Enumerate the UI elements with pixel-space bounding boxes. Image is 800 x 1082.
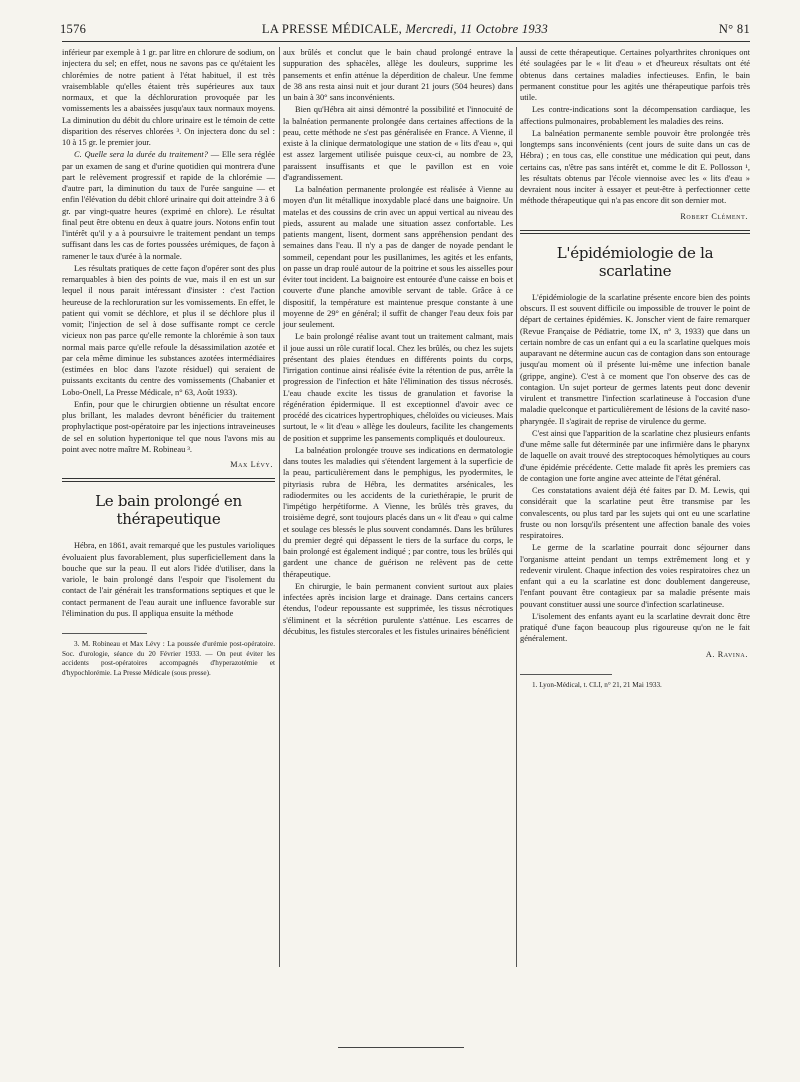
column-1 [62,47,275,679]
paragraph [62,149,275,262]
paragraph: La balnéation permanente semble pouvoir être prolongée très longtemps sans inconvénients (cent jours de suite dans un cas de Hébra) ; en tous cas, elle constitue une médication qui peut, dans certains cas, n'être pas sans intérêt et, comme le dit E. Pollosson ¹, les résultats obtenus par l'école viennoise avec les « lits d'eau » devraient nous inciter à essayer et peut-être à perfectionner cette méthode thérapeutique qui n'a pas encore dit son dernier mot. [520,128,750,206]
paragraph: La balnéation prolongée trouve ses indications en dermatologie dans toutes les maladies qui s'étendent largement à la superficie de la peau, particulièrement dans le pemphigus, les pyodermites, le pityriasis rubra de Hébra, les dermatites arsénicales, les radiodermites ou les accidents de la curiethérapie, le prurit de l'impétigo herpétiforme. A Vienne, les brûlés très graves, du troisième degré, sont toujours placés dans un « lit d'eau » qui calme et soulage ces blessés le plus souvent condamnés. Dans les brûlures du premier degré qui dépassent le tiers de la surface du corps, le bain prolongé est également indiqué ; par contre, tous les brûlés qui gardent une chance de guérison ne relèvent pas de cette thérapeutique. [283,445,513,579]
page-number: 1576 [60,22,87,36]
author-signature: A. Ravina. [705,649,748,659]
paragraph: C'est ainsi que l'apparition de la scarlatine chez plusieurs enfants d'une même salle fut déterminée par une infirmière dans le pharynx de laquelle on avait trouvé des streptocoques hémolytiques au cours d'une épidémie précédente. Cette malade fit après les premiers cas de contagion une forte angine avec atteinte de l'état général. [520,428,750,483]
paragraph: Enfin, pour que le chirurgien obtienne un résultat encore plus brillant, les malades devront bénéficier du traitement prophylactique post-opératoire par les injections intraveineuses de sel en solution hypertonique tel que nous l'avons mis au point avec notre maître M. Robineau ³. [62,399,275,454]
section-rule [520,230,750,231]
paragraph-text: — Elle sera réglée par un examen de sang et d'urine quotidien qui montrera d'une part le relèvement progressif et rapide de la chlorémie — d'autre part, la diminution du taux de l'urée sanguine — et enfin l'élévation du débit chloré urinaire qui doit atteindre 3 à 6 gr. par vingt-quatre heures (exprimé en chlore). Le résultat final peut être obtenu en deux à quatre jours. Notons enfin tout l'intérêt qu'il y a à poursuivre le traitement pendant un temps suffisant dans les cas de fortes poussées urémiques, de façon à ramener le taux d'urée à la normale. [62,150,275,261]
paragraph: Bien qu'Hébra ait ainsi démontré la possibilité et l'innocuité de la balnéation permanente prolongée dans certaines affections de la peau, cette méthode ne s'est pas généralisée en France. A Vienne, il existe à la clinique dermatologique une station de « lits d'eau », qui est assez largement utilisée puisque ceux-ci, au nombre de 23, paraissent insuffisants et que le pavillon est en voie d'agrandissement. [283,105,513,182]
paragraph: aux brûlés et conclut que le bain chaud prolongé entrave la suppuration des sphacèles, allège les douleurs, supprime les pansements et enfin atténue la déperdition de chaleur. Une femme de 38 ans resta ainsi nuit et jour durant 21 jours (504 heures) dans un bain à 30° sans inconvénients. [283,48,513,102]
article-title: Le bain prolongé en thérapeutique [95,492,242,529]
footnote-rule [520,674,612,675]
paragraph: Les résultats pratiques de cette façon d'opérer sont des plus remarquables à bien des points de vue, mais il en est un sur lequel il nous parait intéressant d'insister : c'est l'action heureuse de la rechloruration sur les vomissements. En effet, le patient qui vomit se déchlore, et plus il se déchlore plus il vomit; l'injection de sel à dose suffisante rompt ce cercle vicieux non pas parce qu'elle remonte la chlorémie à son taux normal mais parce qu'elle refoule la désassimilation azotée et par cela même diminue les substances azotées intermédiaires (estimées en bloc dans l'azote résiduel) qui seraient de puissants excitants du centre des vomissements (Chabanier et Lobo-Onell, La Presse Médicale, n° 63, Août 1933). [62,263,275,397]
issue-date: Mercredi, 11 Octobre 1933 [405,22,549,36]
footnote-rule [62,633,147,634]
section-rule [62,478,275,479]
paragraph: Le bain prolongé réalise avant tout un traitement calmant, mais il joue aussi un rôle curatif local. Chez les brûlés, ou chez les sujets présentant des plaies étendues en différents points du corps, l'irrigation continue ainsi réalisée évite la rétention de pus, arrête la progression de l'infection et hâte l'élimination des tissus nécrosés. L'eau chaude excite les tissus de granulation et favorise la régénération épidermique. Il est exceptionnel d'avoir avec ce procédé des cicatrices hypertrophiques, chéloïdes ou vicieuses. Mais surtout, le « lit d'eau » allège les douleurs, facilite les changements de position et supprime les pansements compliqués et douloureux. [283,332,514,443]
article-title: L'épidémiologie de la scarlatine [556,243,714,280]
author-signature: Robert Clément. [680,211,748,221]
running-header [60,20,750,42]
journal-title [60,22,750,37]
journal-name: LA PRESSE MÉDICALE, [261,22,402,36]
footnote: 1. Lyon-Médical, t. CLI, n° 21, 21 Mai 1933. [532,680,662,689]
issue-number: N° 81 [718,22,750,36]
header-rule [62,41,750,42]
paragraph: aussi de cette thérapeutique. Certaines polyarthrites chroniques ont été soulagées par le « lit d'eau » et d'heureux résultats ont été obtenus dans certaines maladies infectieuses. Enfin, le bain permanent constitue pour les agités une thérapeutique parfois très utile. [520,48,750,102]
paragraph: Ces constatations avaient déjà été faites par D. M. Lewis, qui considérait que la scarlatine peut être transmise par les convalescents, ou plus tard par les sujets qui ont eu une scarlatine fruste ou non lorsqu'ils présentent une affection banale des voies respiratoires. [520,486,750,540]
section-rule [62,481,275,482]
paragraph-lead: C. Quelle sera la durée du traitement? [74,150,208,160]
paragraph: Le germe de la scarlatine pourrait donc séjourner dans l'organisme atteint pendant un temps extrêmement long et y redevenir virulent. Chaque infection des voies respiratoires chez un enfant qui a eu la scarlatine est donc doublement dangereuse, l'enfant pouvant être contagieux par sa maladie présente mais pouvant constituer aussi une source d'infection scarlatineuse. [520,543,750,609]
column-divider [279,47,280,967]
page-end-rule [338,1047,464,1048]
paragraph: L'isolement des enfants ayant eu la scarlatine devrait donc être pratiqué d'une façon beaucoup plus rigoureuse qu'on ne le fait généralement. [520,611,750,644]
section-rule [520,233,750,234]
paragraph: En chirurgie, le bain permanent convient surtout aux plaies infectées après incision large et drainage. Dans certains cancers étendus, l'odeur repoussante est supprimée, les tissus nécrotiques s'éliminent et la sécrétion purulente s'atténue. Les escarres de décubitus, les fistules stercorales et les fistules urinaires bénéficient [283,581,513,636]
paragraph: La balnéation permanente prolongée est réalisée à Vienne au moyen d'un lit métallique inoxydable placé dans une baignoire. Un matelas et des coussins de crin avec un appui vertical au niveau des pieds, assurent au malade une situation assez confortable. Les patients mangent, lisent, dorment sans appréhension pendant des semaines dans l'eau. Il n'y a pas de danger de noyade pendant le sommeil, cependant pour les pusillanimes, les agités et les enfants, on passe un drap roulé autour de la poitrine et sous les aisselles pour éviter tout incident. La baignoire est entourée d'une caisse en bois et couverte d'une planche amovible servant de table. Grâce à ce dispositif, la température est maintenue presque constante à une moyenne de 29° en général; il suffit de changer l'eau deux fois par jour seulement. [283,185,513,329]
column-divider [516,47,517,967]
column-2 [283,47,513,638]
author-signature: Max Lévy. [230,460,273,469]
paragraph: Les contre-indications sont la décompensation cardiaque, les affections pulmonaires, probablement les maladies des reins. [520,105,750,126]
paragraph: L'épidémiologie de la scarlatine présente encore bien des points obscurs. Il est souvent difficile ou impossible de trouver le point de départ de certaines épidémies. K. Jonscher vient de faire remarquer (Revue Française de Pédiatrie, tome IX, n° 3, 1933) que dans un certain nombre de cas un enfant qui a eu la scarlatine quelques mois auparavant ne détermine aucun cas de contagion dans son entourage jusqu'au moment où il présente lui-même une infection banale (grippe, angine). C'est à ce moment que l'on observe des cas de contagion. Un sujet porteur de germes latents peut donc devenir virulent et transmettre l'infection scarlatineuse à l'occasion d'une maladie quelconque et particulièrement de lésions de la cavité naso-pharyngée. Il s'agirait de reprise de virulence du germe. [520,292,750,426]
paragraph: inférieur par exemple à 1 gr. par litre en chlorure de sodium, on injectera du sel; en effet, nous ne savons pas ce qu'étaient les chlorémies de notre patient à l'état habituel, il est très vraisemblable qu'elles étaient très supérieures aux taux normaux, et que la déchloruration provoquée par les vomissements les a abaissées jusqu'aux taux normaux moyens. La diminution du débit du chlore urinaire est le témoin de cette disparition des réserves chlorées ³. On injectera donc du sel : 10 à 15 gr. le premier jour. [62,48,275,147]
column-3 [520,47,750,691]
paragraph: Hébra, en 1861, avait remarqué que les pustules varioliques évoluaient plus favorablement, plus superficiellement dans la bouche que sur la peau. Il eut alors l'idée d'utiliser, dans la variole, le bain prolongé dans l'espoir que l'isolement du contact de l'air générait les transformations septiques et que le contact permanent de l'eau aurait une influence favorable sur l'élimination du pus. Il appliqua ensuite la méthode [62,541,275,618]
footnote: 3. M. Robineau et Max Lévy : La poussée d'urémie post-opératoire. Soc. d'urologie, séance du 20 Février 1933. — On peut éviter les accidents post-opératoires accompagnés d'hyperazotémie et d'hypochlorémie. La Presse Médicale (sous presse). [62,640,275,677]
